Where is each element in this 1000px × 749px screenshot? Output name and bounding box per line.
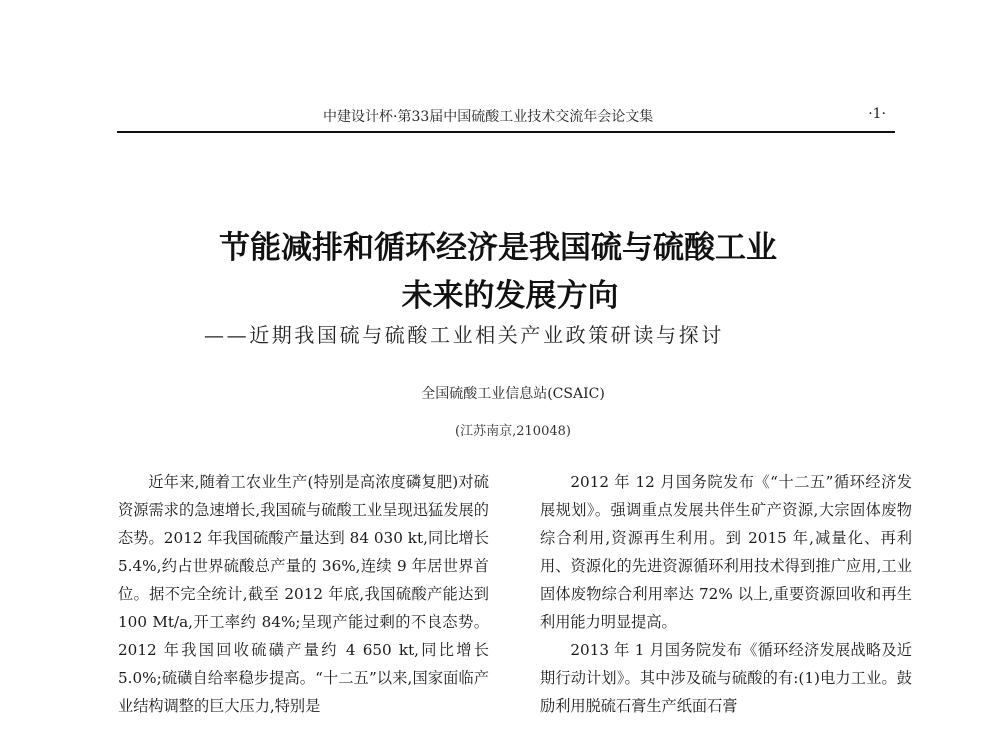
body-column-left	[118, 468, 489, 720]
article-subtitle: ——近期我国硫与硫酸工业相关产业政策研读与探讨	[204, 323, 724, 347]
paragraph: 近年来,随着工农业生产(特别是高浓度磷复肥)对硫资源需求的急速增长,我国硫与硫酸工业呈现迅猛发展的态势。2012 年我国硫酸产量达到 84 030 kt,同比增长 5.4%,约占世界硫酸总产量的 36%,连续 9 年居世界首位。据不完全统计,截至 2012 年底,我国硫酸产能达到 100 Mt/a,开工率约 84%;呈现产能过剩的不良态势。2012 年我国回收硫磺产量约 4 650 kt,同比增长 5.0%;硫磺自给率稳步提高。“十二五”以来,国家面临产业结构调整的巨大压力,特别是	[118, 473, 489, 715]
affiliation: (江苏南京,210048)	[455, 424, 571, 439]
header-rule	[117, 131, 895, 133]
journal-title: 中建设计杯·第33届中国硫酸工业技术交流年会论文集	[323, 109, 654, 125]
paragraph: 2013 年 1 月国务院发布《循环经济发展战略及近期行动计划》。其中涉及硫与硫酸的有:(1)电力工业。鼓励利用脱硫石膏生产纸面石膏	[540, 641, 912, 715]
article-title-line-1: 节能减排和循环经济是我国硫与硫酸工业	[219, 230, 777, 266]
paragraph: 2012 年 12 月国务院发布《“十二五”循环经济发展规划》。强调重点发展共伴生矿产资源,大宗固体废物综合利用,资源再生利用。到 2015 年,减量化、再利用、资源化的先进资源循环利用技术得到推广应用,工业固体废物综合利用率达 72% 以上,重要资源回收和再生利用能力明显提高。	[540, 473, 912, 631]
body-column-right	[540, 468, 912, 720]
author: 全国硫酸工业信息站(CSAIC)	[421, 386, 605, 402]
page-number: ·1·	[868, 106, 886, 122]
article-title-line-2: 未来的发展方向	[401, 278, 619, 314]
